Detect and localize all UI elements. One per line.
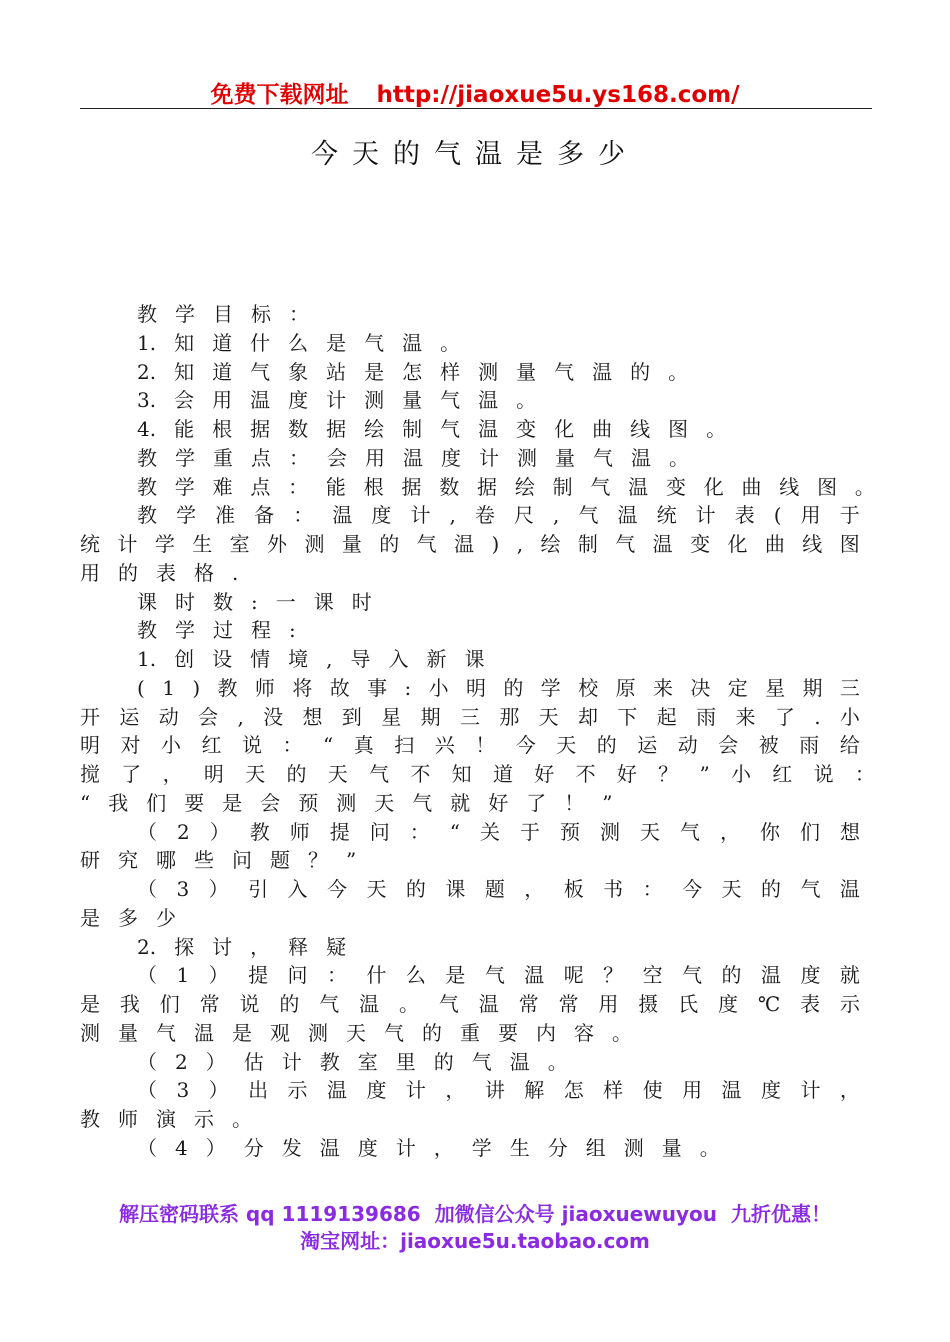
download-header — [0, 76, 950, 109]
text-line: 测 量 气 温 是 观 测 天 气 的 重 要 内 容 。 — [80, 1020, 632, 1045]
footer-discount: 九折优惠！ — [731, 1202, 832, 1226]
header-label: 免费下载网址 — [210, 82, 349, 108]
text-line: 搅 了 ， 明 天 的 天 气 不 知 道 好 不 好 ？ ” 小 红 说 ： — [80, 762, 875, 786]
text-line: 1. 创 设 情 境 , 导 入 新 课 — [137, 647, 485, 671]
text-line: ( 1 ) 教 师 将 故 事 : 小 明 的 学 校 原 来 决 定 星 期 三 — [137, 675, 860, 700]
text-line: 教 学 准 备 ： 温 度 计 , 卷 尺 , 气 温 统 计 表 ( 用 于 — [137, 503, 860, 528]
text-line: 教 学 过 程 : — [137, 618, 296, 643]
lesson-plan-body — [80, 300, 875, 1163]
text-line: 研 究 哪 些 问 题 ？ ” — [80, 848, 357, 873]
text-line: （ 2 ） 估 计 教 室 里 的 气 温 。 — [137, 1049, 568, 1074]
text-line: （ 3 ） 引 入 今 天 的 课 题 ， 板 书 ： 今 天 的 气 温 — [137, 877, 860, 901]
footer-wechat: 加微信公众号 jiaoxuewuyou — [434, 1202, 718, 1226]
text-line: （ 2 ） 教 师 提 问 ： “ 关 于 预 测 天 气 ， 你 们 想 — [137, 819, 860, 844]
text-line: 3. 会 用 温 度 计 测 量 气 温 。 — [137, 388, 537, 413]
text-line: “ 我 们 要 是 会 预 测 天 气 就 好 了 ！ ” — [80, 790, 613, 815]
footer-password-contact: 解压密码联系 qq 1119139686 — [118, 1202, 421, 1226]
text-line: 明 对 小 红 说 ： “ 真 扫 兴 ！ 今 天 的 运 动 会 被 雨 给 — [80, 733, 860, 758]
text-line: 教 师 演 示 。 — [80, 1107, 252, 1131]
text-line: （ 4 ） 分 发 温 度 计 ， 学 生 分 组 测 量 。 — [137, 1135, 720, 1160]
text-line: （ 1 ） 提 问 ： 什 么 是 气 温 呢 ？ 空 气 的 温 度 就 — [137, 963, 860, 988]
text-line: 是 我 们 常 说 的 气 温 。 气 温 常 常 用 摄 氏 度 ℃ 表 示 — [80, 992, 860, 1016]
footer-shop-link[interactable]: 淘宝网址：jiaoxue5u.taobao.com — [300, 1229, 650, 1253]
text-line: 教 学 重 点 ： 会 用 温 度 计 测 量 气 温 。 — [137, 445, 689, 470]
text-line: 用 的 表 格 . — [80, 560, 239, 585]
text-line: 是 多 少 — [80, 905, 176, 930]
header-divider — [80, 108, 872, 109]
header-url-link[interactable]: http://jiaoxue5u.ys168.com/ — [376, 82, 740, 108]
text-line: 开 运 动 会 , 没 想 到 星 期 三 那 天 却 下 起 雨 来 了 . 小 — [80, 704, 860, 729]
footer-contact-line — [0, 1198, 950, 1227]
text-line: 4. 能 根 据 数 据 绘 制 气 温 变 化 曲 线 图 。 — [137, 417, 727, 441]
text-line: 统 计 学 生 室 外 测 量 的 气 温 ) , 绘 制 气 温 变 化 曲 线 图 — [80, 532, 860, 556]
document-title: 今天的气温是多少 — [311, 139, 639, 170]
text-line: 课 时 数 : 一 课 时 — [137, 589, 372, 614]
text-line: 1. 知 道 什 么 是 气 温 。 — [137, 330, 461, 355]
text-line: 2. 知 道 气 象 站 是 怎 样 测 量 气 温 的 。 — [137, 359, 689, 384]
text-line: 教 学 难 点 ： 能 根 据 数 据 绘 制 气 温 变 化 曲 线 图 。 — [137, 474, 875, 499]
text-line: 教 学 目 标 ： — [137, 302, 309, 326]
text-line: 2. 探 讨 ， 释 疑 — [137, 934, 347, 959]
text-line: （ 3 ） 出 示 温 度 计 ， 讲 解 怎 样 使 用 温 度 计 ， — [137, 1078, 860, 1103]
